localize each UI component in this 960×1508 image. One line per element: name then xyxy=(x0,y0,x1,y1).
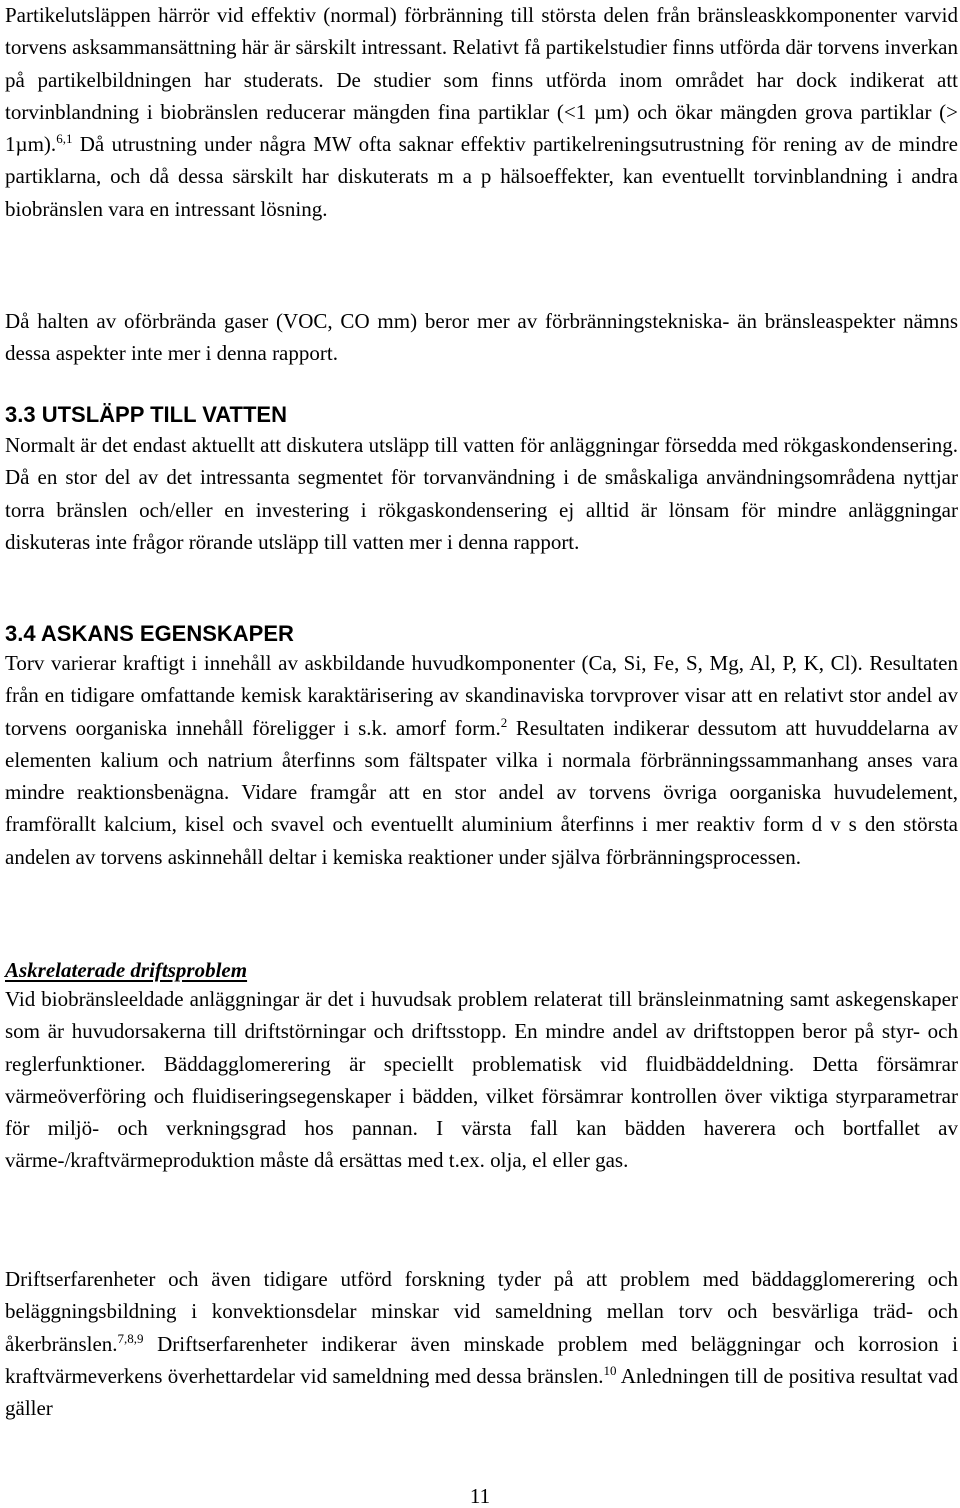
section-heading-3-4: 3.4 ASKANS EGENSKAPER xyxy=(5,621,294,646)
paragraph-ash-properties xyxy=(5,647,958,873)
paragraph-text: Driftserfarenheter och även tidigare utförd forskning tyder på att problem med bäddagglomerering och beläggningsbildning i konvektionsdelar minskar vid sameldning mellan torv och besvärliga träd- och åkerbränslen. xyxy=(5,1267,958,1356)
reference-superscript: 10 xyxy=(603,1362,617,1378)
paragraph-text: Anledningen till de positiva resultat vad gäller xyxy=(5,1363,958,1421)
page-number: 11 xyxy=(469,1484,491,1508)
paragraph-text: Resultaten indikerar dessutom att huvuddelarna av elementen kalium och natrium återfinns som fältspater vilka i normala förbränningssammanhang anses vara mindre reaktionsbenägna. Vidare framgår att en stor andel av torvens övriga oorganiska huvudelement, framförallt kalcium, kisel och svavel och eventuellt aluminium återfinns i mer reaktiv form d v s den största andelen av torvens askinnehåll deltar i kemiska reaktioner under själva förbränningsprocessen. xyxy=(5,715,958,869)
reference-superscript: 6,1 xyxy=(56,131,73,147)
paragraph-water-emissions: Normalt är det endast aktuellt att diskutera utsläpp till vatten för anläggningar försedda med rökgaskondensering. Då en stor del av det intressanta segmentet för torvanvändning i de småskaliga användningsområdena nyttjar torra bränslen och/eller en investering i rökgaskondensering ej alltid är lönsam för mindre anläggningar diskuteras inte frågor rörande utsläpp till vatten mer i denna rapport. xyxy=(5,433,958,554)
reference-superscript: 7,8,9 xyxy=(117,1330,144,1346)
paragraph-text: Då utrustning under några MW ofta saknar effektiv partikelreningsutrustning för rening av de mindre partiklarna, och då dessa särskilt har diskuterats m a p hälsoeffekter, kan eventuellt torvinblandning i andra biobränslen vara en intressant lösning. xyxy=(5,132,958,221)
section-heading-3-3: 3.3 UTSLÄPP TILL VATTEN xyxy=(5,402,287,427)
reference-superscript: 2 xyxy=(500,714,508,730)
paragraph-operational-problems: Vid biobränsleeldade anläggningar är det i huvudsak problem relaterat till bränsleinmatning samt askegenskaper som är huvudorsakerna till driftstörningar och driftsstopp. En mindre andel av driftstoppen beror på styr- och reglerfunktioner. Bäddagglomerering är speciellt problematisk vid fluidbäddeldning. Detta försämrar värmeöverföring och fluidiseringsegenskaper i bädden, vilket försämrar kontrollen över viktiga styrparametrar för miljö- och verkningsgrad hos pannan. I värsta fall kan bädden haverera och bortfallet av värme-/kraftvärmeproduktion måste då ersättas med t.ex. olja, el eller gas. xyxy=(5,987,958,1173)
paragraph-text: Torv varierar kraftigt i innehåll av askbildande huvudkomponenter (Ca, Si, Fe, S, Mg, Al, P, K, Cl). Resultaten från en tidigare omfattande kemisk karaktärisering av skandinaviska torvprover visar att en relativt stor andel av torvens oorganiska innehåll föreligger i s.k. amorf form. xyxy=(5,651,958,740)
paragraph-particle-emissions xyxy=(5,0,958,225)
paragraph-text: Driftserfarenheter indikerar även minskade problem med beläggningar och korrosion i kraftvärmeverkens överhettardelar vid sameldning med dessa bränslen. xyxy=(5,1331,958,1388)
paragraph-unburned-gases: Då halten av oförbrända gaser (VOC, CO mm) beror mer av förbränningstekniska- än bränsleaspekter nämns dessa aspekter inte mer i denna rapport. xyxy=(5,309,958,366)
paragraph-text: Partikelutsläppen härrör vid effektiv (normal) förbränning till största delen från bränsleaskkomponenter varvid torvens asksammansättning här är särskilt intressant. Relativt få partikelstudier finns utförda där torvens inverkan på partikelbildningen har studerats. De studier som finns utförda inom området har dock indikerat att torvinblandning i biobränslen reducerar mängden fina partiklar (<1 µm) och ökar mängden grova partiklar (> 1µm). xyxy=(5,3,958,157)
paragraph-operating-experience xyxy=(5,1263,958,1424)
subsection-heading-ash-problems: Askrelaterade driftsproblem xyxy=(5,958,248,982)
